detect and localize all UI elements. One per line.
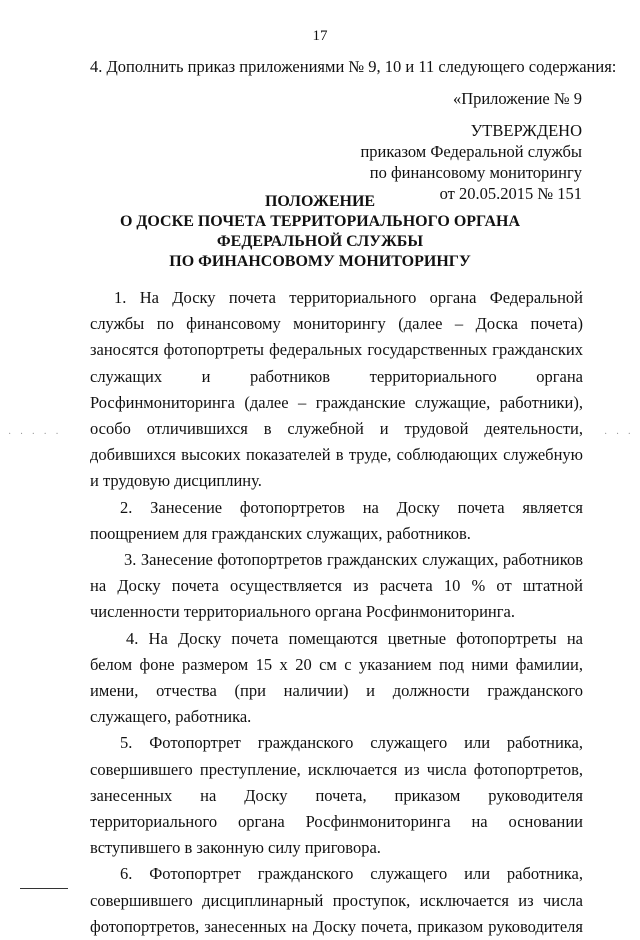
approval-line-2: по финансовому мониторингу — [369, 163, 582, 182]
title-line-4: ПО ФИНАНСОВОМУ МОНИТОРИНГУ — [169, 253, 471, 270]
approval-line-3: от 20.05.2015 № 151 — [439, 184, 582, 203]
paragraph-2: 2. Занесение фотопортретов на Доску почета является поощрением для гражданских служащих, работников. — [90, 497, 583, 543]
scan-margin-mark-left: · · · · · — [8, 429, 62, 440]
approval-line-1: приказом Федеральной службы — [360, 142, 582, 161]
title-line-3: ФЕДЕРАЛЬНОЙ СЛУЖБЫ — [216, 233, 424, 250]
annex-label: «Приложение № 9 — [452, 89, 582, 108]
annex-block — [360, 88, 582, 204]
paragraph-1: 1. На Доску почета территориального органа Федеральной службы по финансовому мониторингу (далее – Доска почета) заносятся фотопортреты федеральных государственных гражданских служащих и работников территориального органа Росфинмониторинга (далее – гражданские служащие, работники), особо отличившихся в служебной и трудовой деятельности, добившихся высоких показателей в труде, соблюдающих служебную и трудовую дисциплину. — [90, 288, 583, 491]
paragraph-5: 5. Фотопортрет гражданского служащего или работника, совершившего преступление, исключается из числа фотопортретов, занесенных на Доску почета, приказом руководителя территориального органа Росфинмониторинга на основании вступившего в законную силу приговора. — [90, 733, 583, 858]
document-title — [60, 192, 580, 272]
approved-label: УТВЕРЖДЕНО — [470, 121, 582, 140]
paragraph-6: 6. Фотопортрет гражданского служащего или работника, совершившего дисциплинарный проступок, исключается из числа фотопортретов, занесенных на Доску почета, приказом руководителя — [90, 864, 583, 936]
intro-text: 4. Дополнить приказ приложениями № 9, 10 и 11 следующего содержания: — [90, 57, 617, 76]
scan-margin-mark-right: · · · — [604, 429, 634, 440]
title-line-2: О ДОСКЕ ПОЧЕТА ТЕРРИТОРИАЛЬНОГО ОРГАНА — [119, 213, 521, 230]
document-body — [90, 285, 583, 940]
paragraph-4: 4. На Доску почета помещаются цветные фотопортреты на белом фоне размером 15 х 20 см с указанием под ними фамилии, имени, отчества (при наличии) и должности гражданского служащего, работника. — [90, 628, 583, 727]
footer-rule — [20, 888, 68, 889]
page-number: 17 — [312, 28, 328, 44]
paragraph-3: 3. Занесение фотопортретов гражданских служащих, работников на Доску почета осуществляется из расчета 10 % от штатной численности территориального органа Росфинмониторинга. — [90, 550, 583, 622]
title-line-1: ПОЛОЖЕНИЕ — [264, 193, 376, 210]
